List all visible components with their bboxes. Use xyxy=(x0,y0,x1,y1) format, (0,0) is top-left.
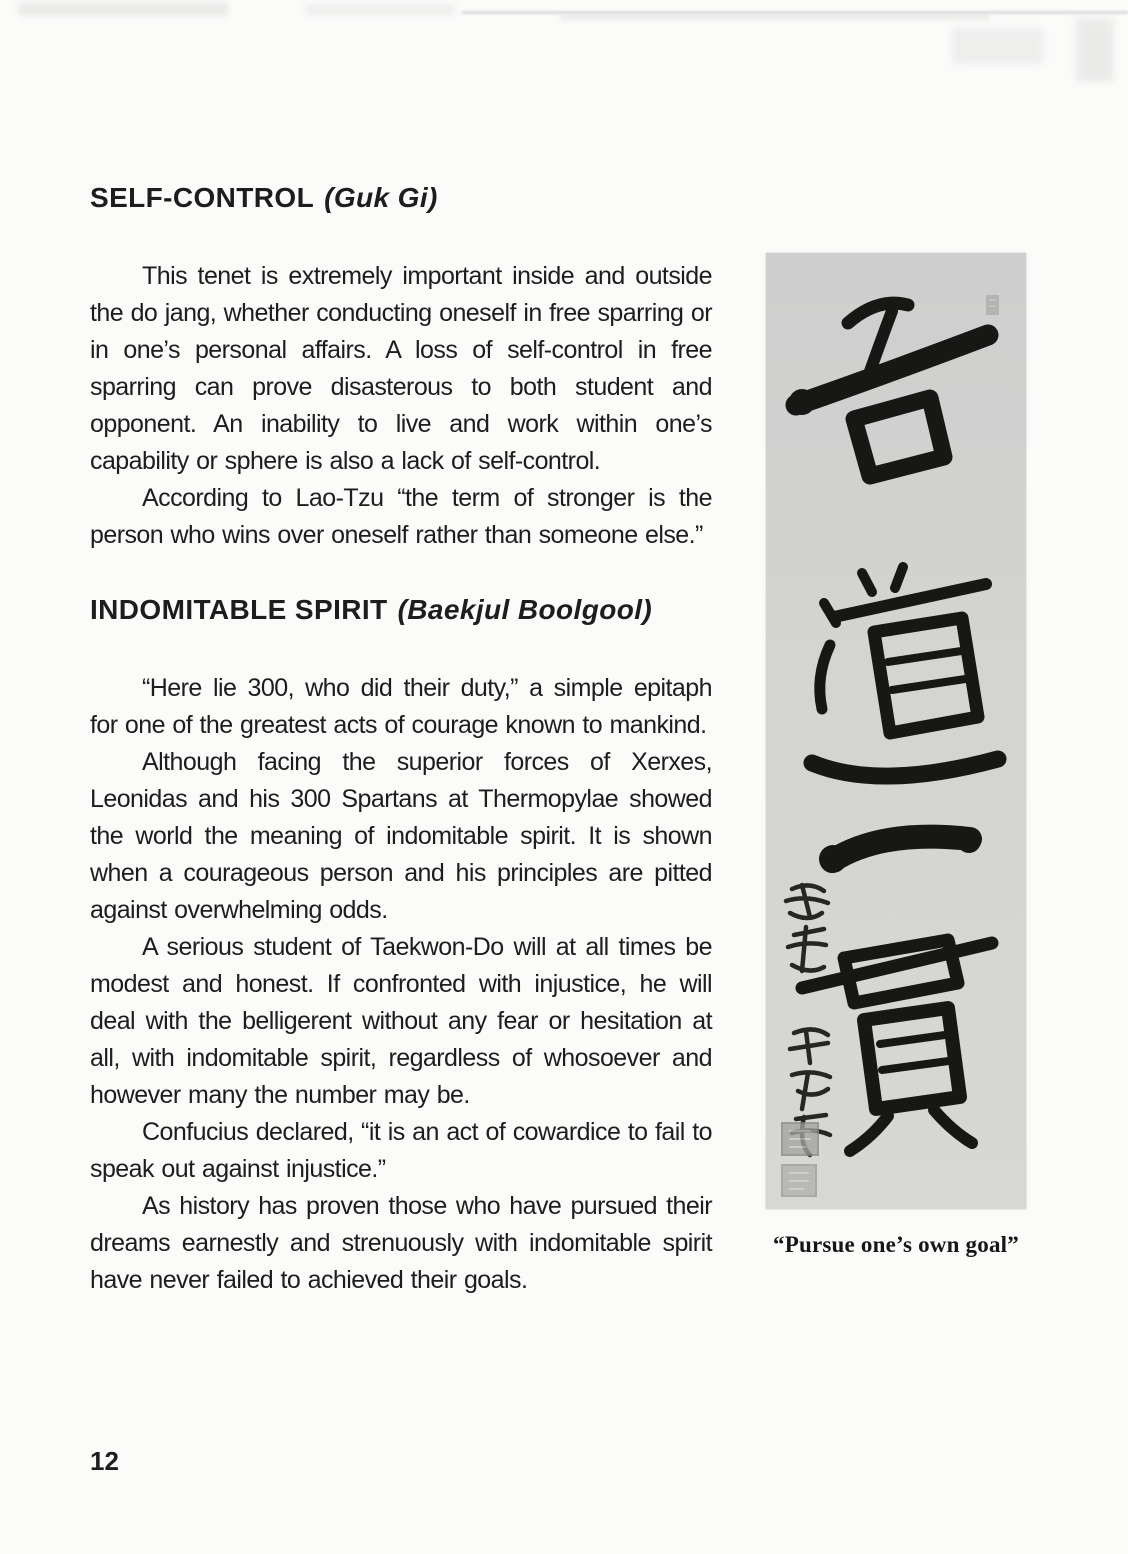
scan-artifact xyxy=(462,11,1128,14)
section-title: INDOMITABLE SPIRIT xyxy=(90,594,388,625)
scan-artifact xyxy=(18,2,228,16)
section-title: SELF-CONTROL xyxy=(90,182,315,213)
calligraphy-char-2 xyxy=(812,567,998,776)
signature-calligraphy-upper xyxy=(786,885,828,971)
paragraph: Although facing the superior forces of Xerxes, Leonidas and his 300 Spartans at Thermopylae showed the world the meaning of indomitable spirit. It is shown when a courageous person and his principles are pitted against overwhelming odds. xyxy=(90,748,712,924)
paragraph: A serious student of Taekwon-Do will at all times be modest and honest. If confronted with injustice, he will deal with the belligerent without any fear or hesitation at all, with indomitable spirit, regardless of whosoever and however many the number may be. xyxy=(90,933,712,1109)
artist-seal-1 xyxy=(782,1123,818,1155)
paragraph: This tenet is extremely important inside and outside the do jang, whether conducting oneself in free sparring or in one’s personal affairs. A loss of self-control in free sparring can prove disasterous to both student and opponent. An inability to live and work within one’s capability or sphere is also a lack of self-control. xyxy=(90,262,712,475)
calligraphy-char-4 xyxy=(802,940,992,1151)
paragraph: “Here lie 300, who did their duty,” a simple epitaph for one of the greatest acts of courage known to mankind. xyxy=(90,674,712,739)
paragraph: According to Lao-Tzu “the term of stronger is the person who wins over oneself rather than someone else.” xyxy=(90,484,712,549)
scan-artifact xyxy=(1076,18,1114,82)
section-heading-self-control xyxy=(90,182,712,214)
page-number: 12 xyxy=(90,1446,119,1476)
calligraphy-char-3 xyxy=(819,829,981,873)
scan-artifact xyxy=(952,28,1044,64)
paragraph: As history has proven those who have pursued their dreams earnestly and strenuously with indomitable spirit have never failed to achieved their goals. xyxy=(90,1192,712,1294)
section-romanization: (Baekjul Boolgool) xyxy=(397,594,653,625)
calligraphy-figure xyxy=(766,253,1026,1258)
section-heading-indomitable-spirit xyxy=(90,594,712,626)
scan-artifact xyxy=(305,4,455,16)
scan-artifact xyxy=(560,14,990,20)
figure-caption: “Pursue one’s own goal” xyxy=(773,1232,1019,1257)
calligraphy-char-1 xyxy=(789,303,988,476)
section-romanization: (Guk Gi) xyxy=(324,182,438,213)
text-column xyxy=(90,182,712,1299)
paragraph: Confucius declared, “it is an act of cowardice to fail to speak out against injustice.” xyxy=(90,1118,712,1183)
small-seal-mark xyxy=(986,295,999,315)
calligraphy-scroll-image xyxy=(766,253,1026,1209)
calligraphy-art xyxy=(766,253,1026,1209)
artist-seal-2 xyxy=(782,1165,816,1196)
